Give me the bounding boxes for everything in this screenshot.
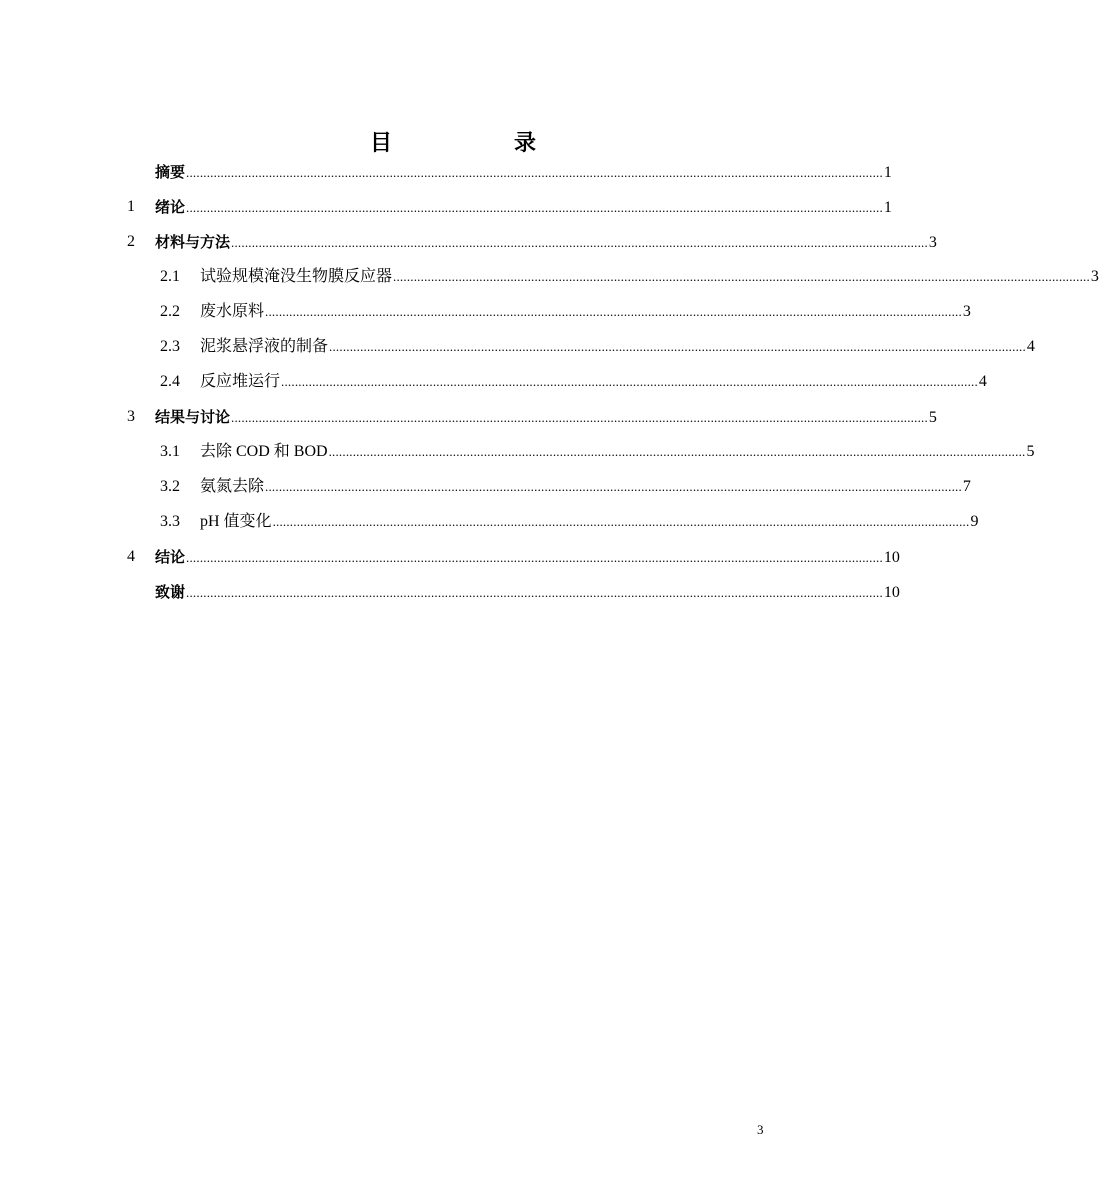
toc-entry-label: 结论 xyxy=(155,548,186,566)
toc-entry-number: 2.3 xyxy=(160,338,180,355)
toc-entry-2-2[interactable] xyxy=(0,300,971,324)
toc-entry-page: 3 xyxy=(1090,268,1099,285)
toc-entry-3-3[interactable] xyxy=(0,510,979,534)
toc-entry-1[interactable] xyxy=(0,195,920,219)
toc-entry-number: 2 xyxy=(127,233,135,250)
toc-leader-dots: .......................................................................................................................................................................................................... xyxy=(281,374,978,389)
toc-entry-page: 7 xyxy=(962,478,971,495)
toc-entry-number: 2.2 xyxy=(160,303,180,320)
toc-leader-dots: .......................................................................................................................................................................................................... xyxy=(272,514,970,529)
toc-entry-label: 绪论 xyxy=(155,198,186,216)
toc-entry-3-1[interactable] xyxy=(0,440,1035,464)
toc-entry-page: 9 xyxy=(970,513,979,530)
toc-leader-dots: .......................................................................................................................................................................................................... xyxy=(231,410,928,425)
toc-entry-2[interactable] xyxy=(0,230,937,254)
toc-entry-number: 3.1 xyxy=(160,443,180,460)
toc-entry-page: 10 xyxy=(883,584,900,601)
toc-entry-page: 3 xyxy=(962,303,971,320)
toc-entry-label: 氨氮去除 xyxy=(200,478,265,495)
toc-leader-dots: .......................................................................................................................................................................................................... xyxy=(186,550,883,565)
toc-entry-page: 1 xyxy=(883,164,892,181)
toc-leader-dots: .......................................................................................................................................................................................................... xyxy=(329,339,1026,354)
toc-entry-number: 3.2 xyxy=(160,478,180,495)
toc-leader-dots: .......................................................................................................................................................................................................... xyxy=(231,235,928,250)
toc-entry-4[interactable] xyxy=(0,545,920,569)
toc-entry-label: pH 值变化 xyxy=(200,513,272,530)
toc-entry-page: 5 xyxy=(928,409,937,426)
toc-entry-label: 结果与讨论 xyxy=(155,408,231,426)
toc-entry-page: 3 xyxy=(928,234,937,251)
toc-entry-number: 3.3 xyxy=(160,513,180,530)
toc-leader-dots: .......................................................................................................................................................................................................... xyxy=(186,200,883,215)
toc-entry-page: 4 xyxy=(978,373,987,390)
toc-entry-2-4[interactable] xyxy=(0,370,987,394)
toc-entry-page: 4 xyxy=(1026,338,1035,355)
toc-entry-number: 2.4 xyxy=(160,373,180,390)
toc-entry-abstract[interactable] xyxy=(0,160,920,184)
toc-entry-page: 5 xyxy=(1026,443,1035,460)
toc-leader-dots: .......................................................................................................................................................................................................... xyxy=(186,165,883,180)
toc-leader-dots: .......................................................................................................................................................................................................... xyxy=(328,444,1026,459)
toc-entry-label: 试验规模淹没生物膜反应器 xyxy=(200,268,393,285)
toc-entry-number: 4 xyxy=(127,548,135,565)
toc-entry-label: 材料与方法 xyxy=(155,233,231,251)
toc-entry-page: 10 xyxy=(883,549,900,566)
toc-entry-3-2[interactable] xyxy=(0,475,971,499)
toc-entry-number: 2.1 xyxy=(160,268,180,285)
toc-entry-label: 泥浆悬浮液的制备 xyxy=(200,338,329,355)
toc-entry-page: 1 xyxy=(883,199,892,216)
toc-entry-label: 去除 COD 和 BOD xyxy=(200,443,328,460)
toc-entry-2-1[interactable] xyxy=(0,265,1099,289)
toc-entry-number: 1 xyxy=(127,198,135,215)
toc-leader-dots: .......................................................................................................................................................................................................... xyxy=(265,479,962,494)
toc-entry-acknowledgements[interactable] xyxy=(0,580,920,604)
toc-leader-dots: .......................................................................................................................................................................................................... xyxy=(393,269,1090,284)
toc-entry-3[interactable] xyxy=(0,405,937,429)
page-number: 3 xyxy=(757,1122,764,1137)
toc-entry-label: 废水原料 xyxy=(200,303,265,320)
toc-entry-label: 致谢 xyxy=(155,583,186,601)
toc-entry-2-3[interactable] xyxy=(0,335,1035,359)
toc-title: 目 录 xyxy=(369,131,562,156)
toc-entry-label: 反应堆运行 xyxy=(200,373,281,390)
toc-entry-number: 3 xyxy=(127,408,135,425)
toc-entry-label: 摘要 xyxy=(155,163,186,181)
toc-leader-dots: .......................................................................................................................................................................................................... xyxy=(186,585,883,600)
toc-leader-dots: .......................................................................................................................................................................................................... xyxy=(265,304,962,319)
